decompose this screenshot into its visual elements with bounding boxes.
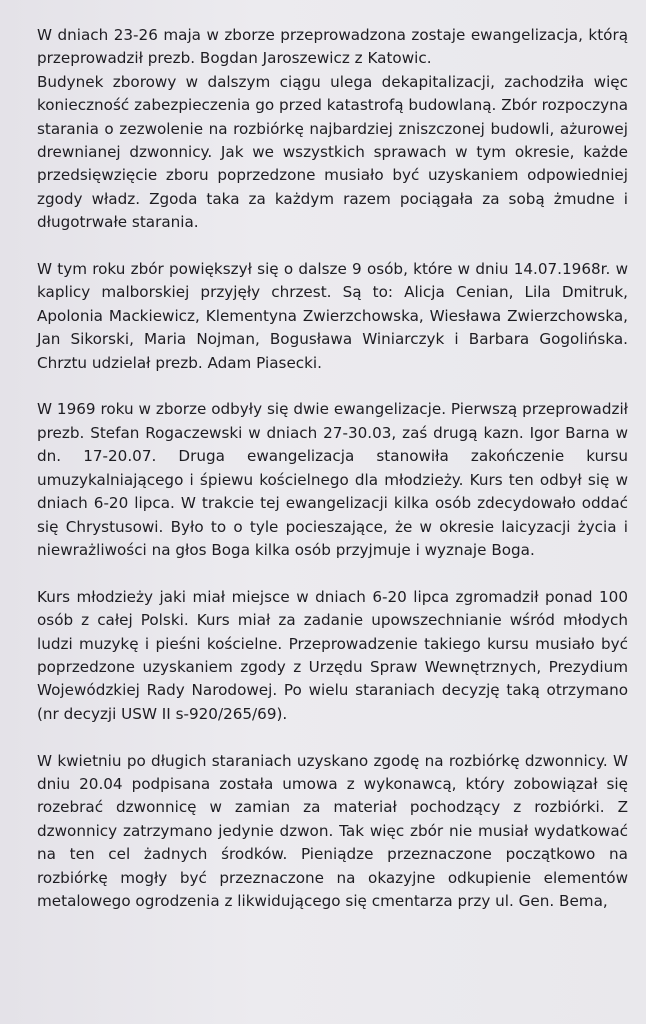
- paragraph-evangelizations-1969: W 1969 roku w zborze odbyły się dwie ewangelizacje. Pierwszą przeprowadził prezb. Stefan Rogaczewski w dniach 27-30.03, zaś drugą kazn. Igor Barna w dn. 17-20.07. Druga ewangelizacja stanowiła zakończenie kursu umuzykalniającego i śpiewu kościelnego dla młodzieży. Kurs ten odbył się w dniach 6-20 lipca. W trakcie tej ewangelizacji kilka osób zdecydowało oddać się Chrystusowi. Było to o tyle pocieszające, że w okresie laicyzacji życia i niewrażliwości na głos Boga kilka osób przyjmuje i wyznaje Boga.: [37, 400, 628, 559]
- paragraph-belfry-decapitalization: Budynek zborowy w dalszym ciągu ulega dekapitalizacji, zachodziła więc konieczność zabezpieczenia go przed katastrofą budowlaną. Zbór rozpoczyna starania o zezwolenie na rozbiórkę najbardziej zniszczonej budowli, ażurowej drewnianej dzwonnicy. Jak we wszystkich sprawach w tym okresie, każde przedsięwzięcie zboru poprzedzone musiało być uzyskaniem odpowiedniej zgody władz. Zgoda taka za każdym razem pociągała za sobą żmudne i długotrwałe starania.: [37, 72, 628, 232]
- paragraph-belfry-demolition: W kwietniu po długich staraniach uzyskano zgodę na rozbiórkę dzwonnicy. W dniu 20.04 podpisana została umowa z wykonawcą, który zobowiązał się rozebrać dzwonnicę w zamian za materiał pochodzący z rozbiórki. Z dzwonnicy zatrzymano jedynie dzwon. Tak więc zbór nie musiał wydatkować na ten cel żadnych środków. Pieniądze przeznaczone początkowo na rozbiórkę mogły być przeznaczone na okazyjne odkupienie elementów metalowego ogrodzenia z likwidującego się cmentarza przy ul. Gen. Bema,: [37, 751, 628, 910]
- paragraph-baptism-1968: W tym roku zbór powiększył się o dalsze 9 osób, które w dniu 14.07.1968r. w kaplicy malborskiej przyjęły chrzest. Są to: Alicja Cenian, Lila Dmitruk, Apolonia Mackiewicz, Klementyna Zwierzchowska, Wiesława Zwierzchowska, Jan Sikorski, Maria Nojman, Bogusława Winiarczyk i Barbara Gogolińska. Chrztu udzielał prezb. Adam Piasecki.: [37, 260, 628, 372]
- document-body: [37, 24, 628, 913]
- paragraph-evangelization-may: W dniach 23-26 maja w zborze przeprowadzona zostaje ewangelizacja, którą przeprowadził prezb. Bogdan Jaroszewicz z Katowic.: [37, 26, 628, 68]
- paragraph-youth-course: Kurs młodzieży jaki miał miejsce w dniach 6-20 lipca zgromadził ponad 100 osób z całej Polski. Kurs miał za zadanie upowszechnianie wśród młodych ludzi muzykę i pieśni kościelne. Przeprowadzenie takiego kursu musiało być poprzedzone uzyskaniem zgody z Urzędu Spraw Wewnętrznych, Prezydium Wojewódzkiej Rady Narodowej. Po wielu staraniach decyzję taką otrzymano (nr decyzji USW II s-920/265/69).: [37, 587, 628, 723]
